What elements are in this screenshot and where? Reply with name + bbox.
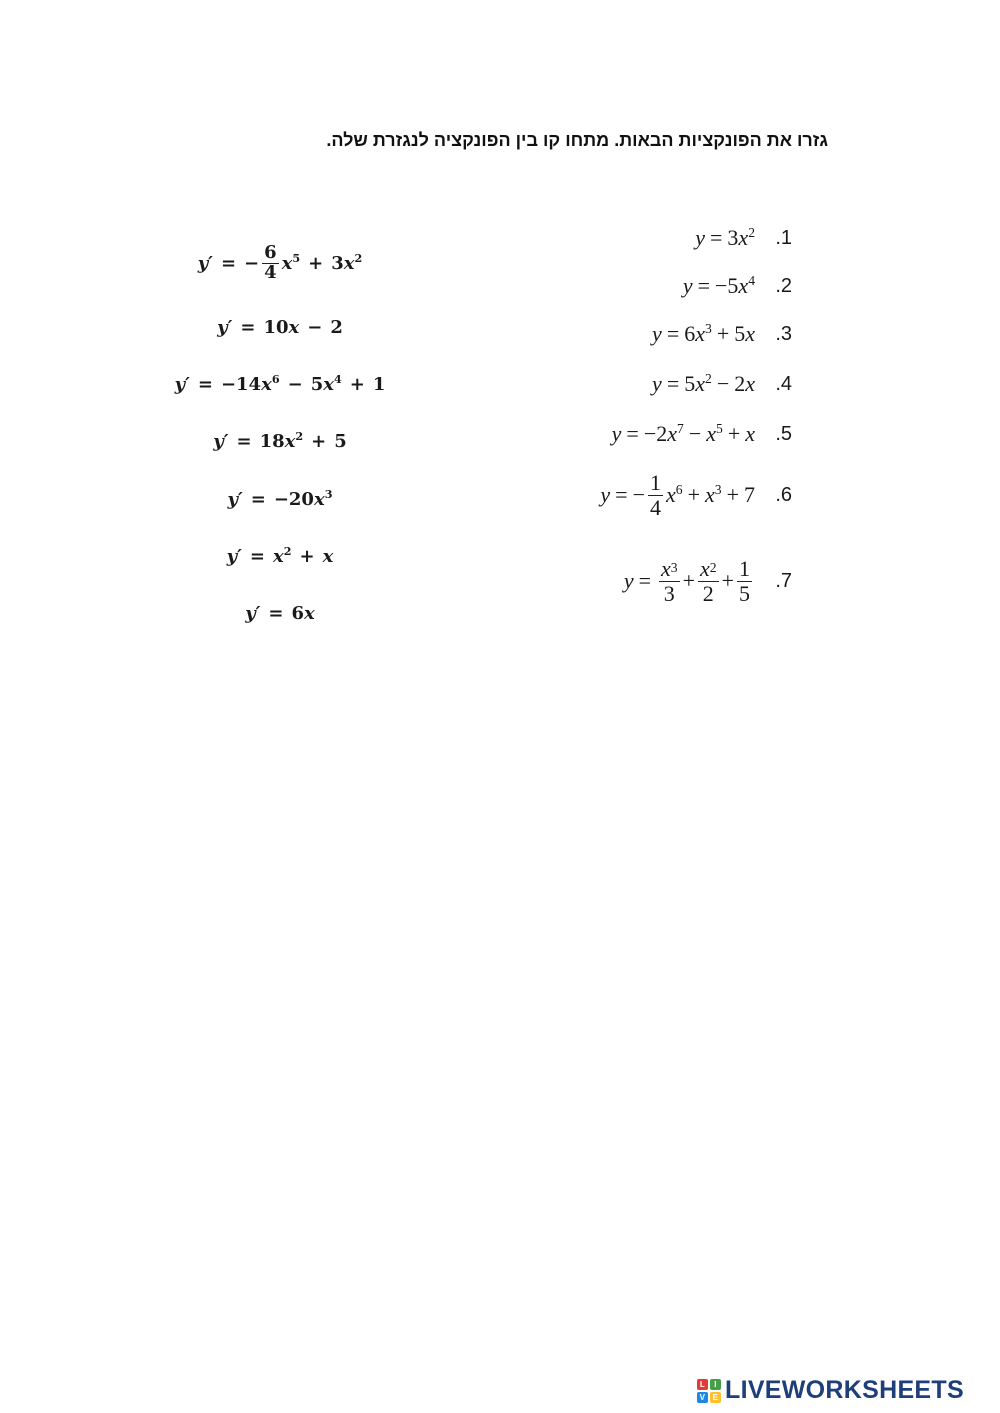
function-item[interactable]: y = 3 x $^2$ (695, 225, 755, 250)
derivative-item[interactable]: y′ = − $\frac{6}{4}$ x $^5$ + 3 x $^2$ (197, 241, 363, 283)
function-number: .6 (775, 483, 792, 506)
function-item[interactable]: y = $\frac{x^3}{3}$ + $\frac{x^2}{2}$ + $\frac{1}{5}$ (623, 556, 750, 606)
function-number: .3 (775, 322, 792, 345)
logo-mark-icon (697, 1379, 721, 1403)
derivative-item[interactable]: y′ = 6 x (245, 602, 315, 624)
function-item[interactable]: y = −2 x $^7$ − x $^5$ + x (611, 421, 755, 446)
derivative-item[interactable]: y′ = 10 x − 2 (217, 316, 343, 338)
logo-mark-letter: E (710, 1392, 721, 1403)
function-item[interactable]: y = − $\frac{1}{4}$ x $^6$ + x $^3$ + 7 (600, 470, 755, 520)
function-item[interactable]: y = −5 x $^4$ (682, 273, 755, 298)
derivative-item[interactable]: y′ = 18 x $^2$ + 5 (213, 430, 347, 452)
derivative-item[interactable]: y′ = −20 x $^3$ (227, 488, 333, 510)
derivative-item[interactable]: y′ = x $^2$ + x (226, 545, 334, 567)
function-number: .4 (775, 372, 792, 395)
instruction-text: גזרו את הפונקציות הבאות. מתחו קו בין הפונקציה לנגזרת שלה. (326, 130, 828, 150)
logo-text: LIVEWORKSHEETS (725, 1376, 964, 1404)
logo-mark-letter: L (697, 1379, 708, 1390)
function-number: .2 (775, 274, 792, 297)
function-number: .1 (775, 226, 792, 249)
liveworksheets-logo[interactable] (697, 1376, 964, 1405)
derivative-item[interactable]: y′ = −14 x $^6$ − 5 x $^4$ + 1 (174, 373, 386, 395)
function-number: .5 (775, 422, 792, 445)
function-item[interactable]: y = 5 x $^2$ − 2 x (652, 371, 755, 396)
logo-mark-letter: I (710, 1379, 721, 1390)
logo-mark-letter: V (697, 1392, 708, 1403)
function-number: .7 (775, 569, 792, 592)
function-item[interactable]: y = 6 x $^3$ + 5 x (652, 321, 755, 346)
